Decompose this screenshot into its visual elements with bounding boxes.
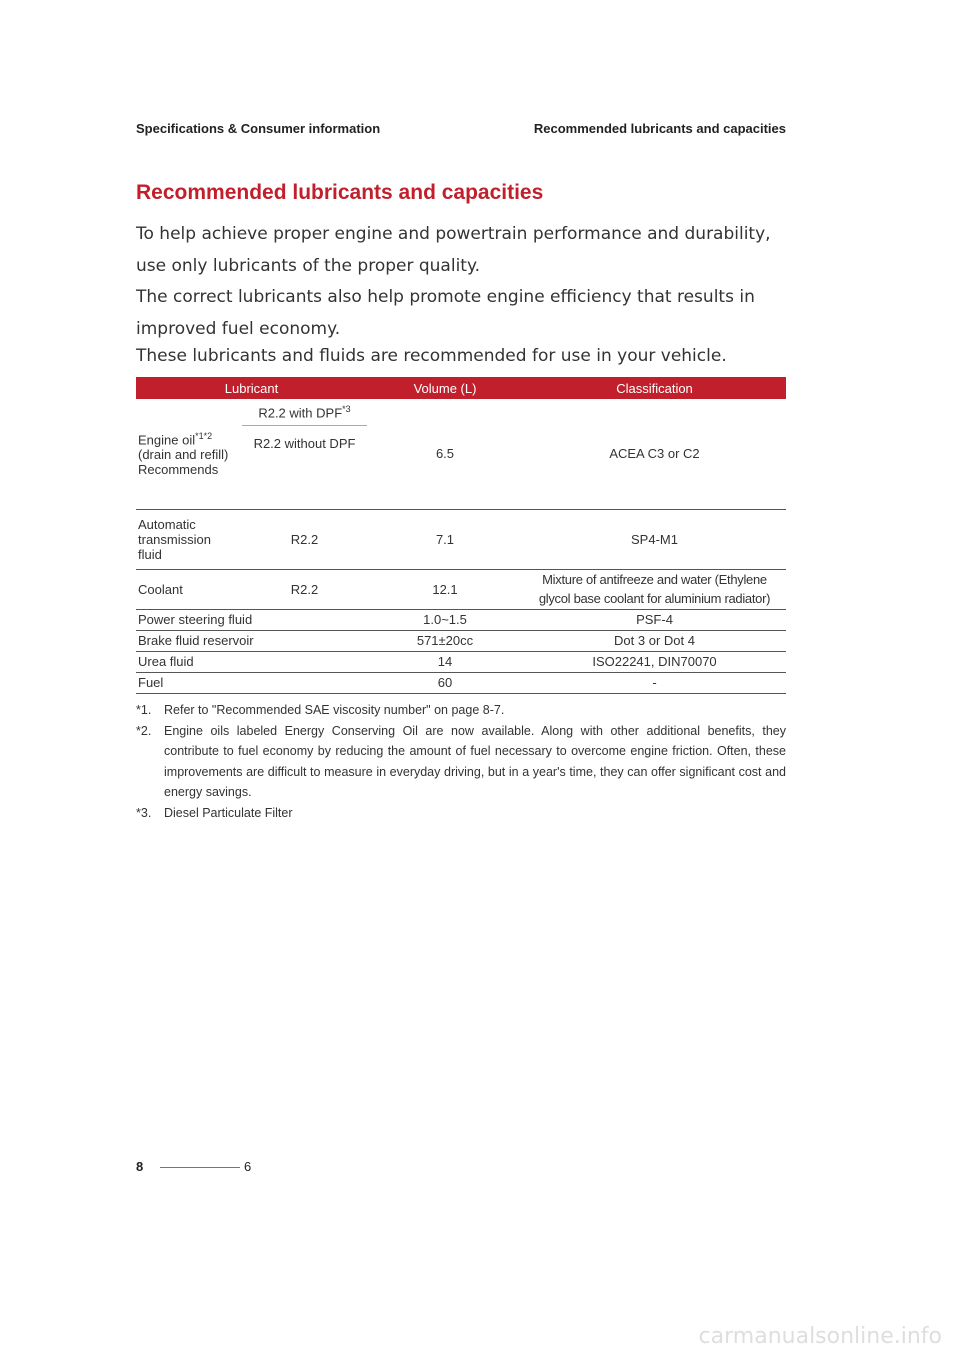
table-row [136,399,786,425]
engine-oil-footnote-mark: *1*2 [195,430,213,441]
engine-oil-variant-no-dpf: R2.2 without DPF [242,425,367,509]
power-steering-volume: 1.0~1.5 [367,609,523,630]
page-number-divider [160,1167,240,1168]
footnote-mark: *1. [136,703,152,717]
page-index: 6 [244,1159,252,1174]
table-row [136,672,786,693]
table-row [136,651,786,672]
header-volume: Volume (L) [367,377,523,399]
engine-oil-variant-dpf: R2.2 with DPF$^{*3}$ [242,399,367,425]
urea-fluid-label: Urea fluid [136,651,367,672]
footnote-text: Diesel Particulate Filter [164,805,293,820]
page-number [136,1159,256,1179]
footnote-3 [136,803,786,824]
brake-fluid-classification: Dot 3 or Dot 4 [523,630,786,651]
atf-label: Automatic transmission fluid [136,509,242,569]
footnotes [136,700,786,823]
intro-paragraph-2: The correct lubricants also help promote engine efficiency that results in improved fuel economy. [136,287,755,339]
brake-fluid-volume: 571±20cc [367,630,523,651]
table-row [136,609,786,630]
table-row [136,569,786,609]
engine-oil-line3: Recommends [138,461,219,477]
page-title: Recommended lubricants and capacities [136,181,544,204]
fuel-volume: 60 [367,672,523,693]
table-row [136,509,786,569]
page-header [136,121,786,139]
footnote-mark: *2. [136,723,152,738]
lubricants-table [136,377,786,694]
header-classification: Classification [523,377,786,399]
table-row [136,630,786,651]
coolant-volume: 12.1 [367,569,523,609]
power-steering-label: Power steering fluid [136,609,367,630]
coolant-classification: Mixture of antifreeze and water (Ethylene glycol base coolant for aluminium radiator) [523,569,786,609]
footnote-1 [136,700,786,721]
intro-paragraph-3: These lubricants and fluids are recommended for use in your vehicle. [136,346,727,366]
fuel-label: Fuel [136,672,367,693]
engine-oil-line2: (drain and refill) [138,446,229,462]
engine-oil-label: Engine oil [138,431,196,447]
urea-fluid-classification: ISO22241, DIN70070 [523,651,786,672]
atf-volume: 7.1 [367,509,523,569]
footnote-text: Engine oils labeled Energy Conserving Oil are now available. Along with other additional benefits, they contribute to fuel economy by reducing the amount of fuel necessary to overcome engine friction. Often, these improvements are difficult to measure in everyday driving, but in a year's time, they can offer significant cost and energy savings. [164,723,786,799]
intro-paragraph-1: To help achieve proper engine and powertrain performance and durability, use only lubricants of the proper quality. [136,224,771,276]
topic-name: Recommended lubricants and capacities [533,121,786,136]
brake-fluid-label: Brake fluid reservoir [136,630,367,651]
footnote-2 [136,721,786,803]
coolant-label: Coolant [136,569,242,609]
table-header-row [136,377,786,399]
coolant-variant: R2.2 [242,569,367,609]
urea-fluid-volume: 14 [367,651,523,672]
atf-classification: SP4-M1 [523,509,786,569]
header-lubricant: Lubricant [136,377,367,399]
power-steering-classification: PSF-4 [523,609,786,630]
fuel-classification: - [523,672,786,693]
watermark: carmanualsonline.info [698,1324,942,1349]
section-name: Specifications & Consumer information [136,121,381,136]
atf-variant: R2.2 [242,509,367,569]
footnote-text: Refer to "Recommended SAE viscosity number" on page 8-7. [164,703,505,717]
footnote-mark: *3. [136,805,152,820]
engine-oil-cell [136,399,242,509]
engine-oil-volume: 6.5 [367,399,523,509]
engine-oil-classification: ACEA C3 or C2 [523,399,786,509]
chapter-number: 8 [136,1159,144,1174]
dpf-footnote-mark: *3 [342,403,351,414]
